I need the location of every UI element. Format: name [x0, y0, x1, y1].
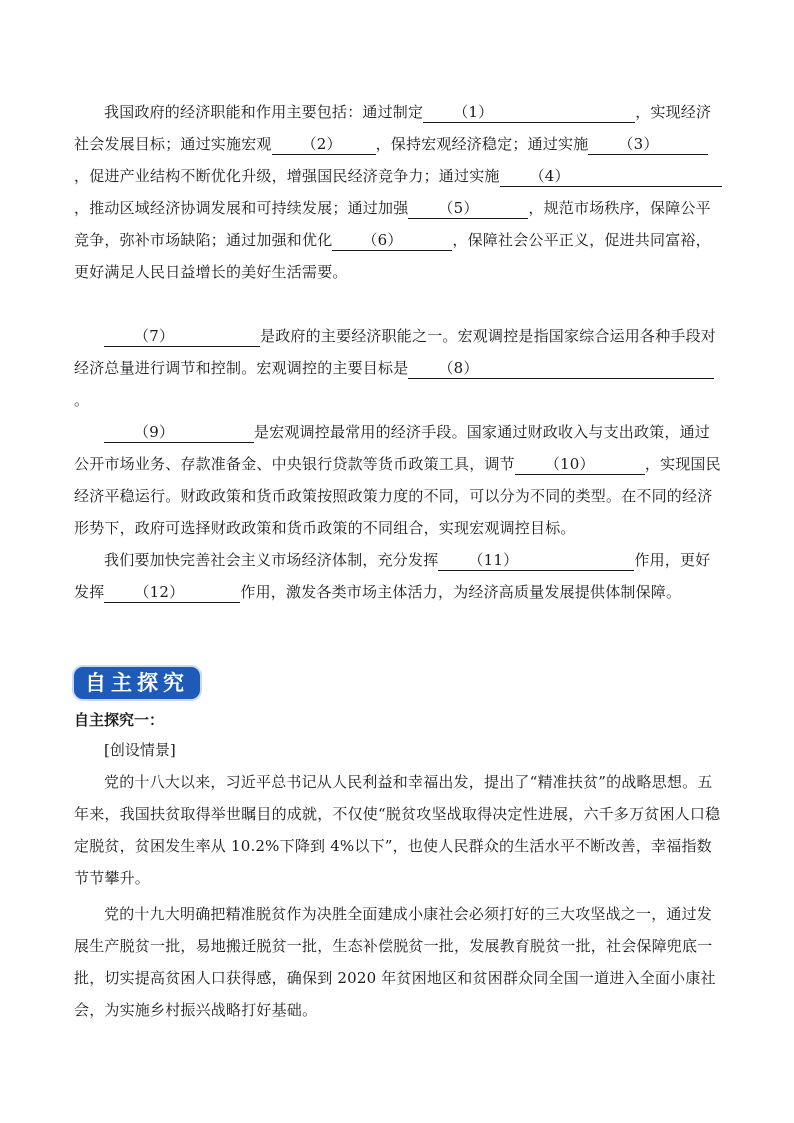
blank-12[interactable]: （12） [104, 582, 240, 603]
blank-2[interactable]: （2） [272, 134, 376, 155]
blank-11[interactable]: （11） [438, 550, 634, 571]
fill-paragraph-3 [74, 416, 722, 544]
blank-8[interactable]: （8） [408, 358, 714, 379]
fill-paragraph-4 [74, 544, 722, 608]
text-segment: ，保持宏观经济稳定；通过实施 [375, 135, 589, 153]
text-segment: 。 [74, 391, 90, 409]
text-segment: 我们要加快完善社会主义市场经济体制，充分发挥 [104, 551, 439, 569]
blank-10[interactable]: （10） [515, 454, 645, 475]
text-segment: ，实现经济社会发展目标；通过实施宏观 [74, 103, 712, 153]
text-segment: ，规范市场秩序，保障公平竞争，弥补市场缺陷；通过加强和优化 [74, 199, 711, 249]
scenario-paragraph-2: 党的十九大明确把精准脱贫作为决胜全面建成小康社会必须打好的三大攻坚战之一，通过发展生产脱贫一批，易地搬迁脱贫一批，生态补偿脱贫一批，发展教育脱贫一批，社会保障兜底一批，切实提高贫困人口获得感，确保到 2020 年贫困地区和贫困群众同全国一道进入全面小康社会，为实施乡村振兴战略打好基础。 [74, 905, 716, 1019]
text-segment: 我国政府的经济职能和作用主要包括：通过制定 [104, 103, 424, 121]
scenario-paragraph-1: 党的十八大以来，习近平总书记从人民利益和幸福出发，提出了“精准扶贫”的战略思想。五年来，我国扶贫取得举世瞩目的成就，不仅使“脱贫攻坚战取得决定性进展，六千多万贫困人口稳定脱贫，贫困发生率从 10.2%下降到 4%以下”，也使人民群众的生活水平不断改善，幸福指数节节攀升。 [74, 773, 721, 887]
scenario-label: [创设情景] [104, 741, 176, 759]
blank-4[interactable]: （4） [500, 166, 722, 187]
text-segment: ，促进产业结构不断优化升级，增强国民经济竞争力；通过实施 [74, 167, 500, 185]
blank-1[interactable]: （1） [423, 102, 635, 123]
blank-7[interactable]: （7） [104, 326, 260, 347]
text-segment: 是政府的主要经济职能之一。宏观调控是指国家综合运用各种手段对经济总量进行调节和控制。宏观调控的主要目标是 [74, 327, 717, 377]
text-segment: ，保障社会公平正义，促进共同富裕，更好满足人民日益增长的美好生活需要。 [74, 231, 711, 281]
fill-paragraph-1 [74, 96, 722, 288]
blank-3[interactable]: （3） [588, 134, 708, 155]
text-segment: ，实现国民经济平稳运行。财政政策和货币政策按照政策力度的不同，可以分为不同的类型。在不同的经济形势下，政府可选择财政政策和货币政策的不同组合，实现宏观调控目标。 [74, 455, 721, 537]
section-title-badge: 自主探究 [74, 667, 200, 699]
text-segment: 作用，更好发挥 [74, 551, 711, 601]
text-segment: 是宏观调控最常用的经济手段。国家通过财政收入与支出政策，通过公开市场业务、存款准备金、中央银行贷款等货币政策工具，调节 [74, 423, 711, 473]
subsection-heading: 自主探究一： [74, 711, 165, 729]
blank-9[interactable]: （9） [104, 422, 254, 443]
text-segment: 作用，激发各类市场主体活力，为经济高质量发展提供体制保障。 [240, 583, 682, 601]
fill-paragraph-2 [74, 320, 722, 416]
blank-5[interactable]: （5） [408, 198, 528, 219]
blank-6[interactable]: （6） [332, 230, 452, 251]
text-segment: ，推动区域经济协调发展和可持续发展；通过加强 [74, 199, 409, 217]
